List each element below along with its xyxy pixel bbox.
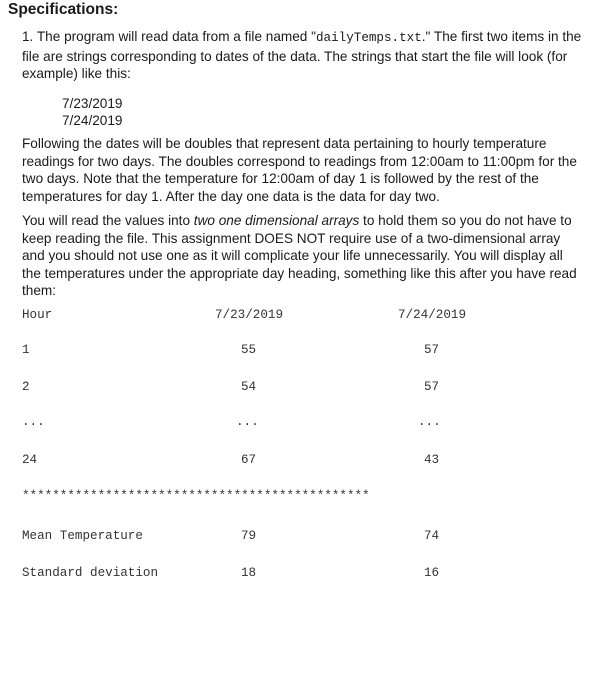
- filename-code: dailyTemps.txt: [315, 31, 422, 45]
- summary-mean-day2: 74: [424, 529, 440, 543]
- table-row-hour: 1: [22, 343, 30, 357]
- table-row-hour: ...: [22, 415, 45, 429]
- summary-stddev-day2: 16: [424, 566, 440, 580]
- paragraph-3: [22, 212, 582, 300]
- table-row-day1: 67: [241, 453, 257, 467]
- table-header-day1: 7/23/2019: [215, 308, 284, 322]
- paragraph-1-text-a: 1. The program will read data from a file named ": [22, 29, 316, 44]
- summary-label-mean: Mean Temperature: [22, 529, 143, 543]
- summary-stddev-day1: 18: [241, 566, 257, 580]
- paragraph-2: Following the dates will be doubles that represent data pertaining to hourly temperature readings for two days. The doubles correspond to readings from 12:00am to 11:00pm for the two days. Note that the temperature for 12:00am of day 1 is followed by the rest of the temperatures for day 1. After the day one data is the data for day two.: [22, 136, 577, 204]
- summary-label-stddev: Standard deviation: [22, 566, 159, 580]
- table-row-day2: ...: [418, 415, 441, 429]
- paragraph-3-emphasis: two one dimensional arrays: [193, 213, 360, 228]
- paragraph-1: [22, 28, 582, 83]
- paragraph-3-text-b: to hold them so you do not have to keep reading the file. This assignment DOES NOT require use of a two-dimensional array and you should not use one as it will complicate your life unnecessarily. You will display all the temperatures under the appropriate day heading, something like this after you have read them:: [22, 213, 577, 299]
- paragraph-3-text-a: You will read the values into: [22, 213, 194, 228]
- summary-mean-day1: 79: [241, 529, 257, 543]
- table-row-hour: 24: [22, 453, 38, 467]
- example-date-1: 7/23/2019: [62, 96, 123, 111]
- table-header-day2: 7/24/2019: [398, 308, 467, 322]
- table-row-day1: 54: [241, 380, 257, 394]
- table-header-hour: Hour: [22, 308, 53, 322]
- example-date-2: 7/24/2019: [62, 113, 123, 128]
- table-row-day2: 57: [424, 343, 440, 357]
- table-row-day1: ...: [236, 415, 259, 429]
- table-row-hour: 2: [22, 380, 30, 394]
- separator-line: **********************************************: [22, 489, 370, 503]
- paragraph-1-text-b: ." The first two items in the file are strings corresponding to dates of the data. The strings that start the file will look (for example) like this:: [22, 29, 582, 82]
- table-row-day2: 57: [424, 380, 440, 394]
- table-row-day1: 55: [241, 343, 257, 357]
- table-row-day2: 43: [424, 453, 440, 467]
- section-heading: Specifications:: [8, 1, 119, 18]
